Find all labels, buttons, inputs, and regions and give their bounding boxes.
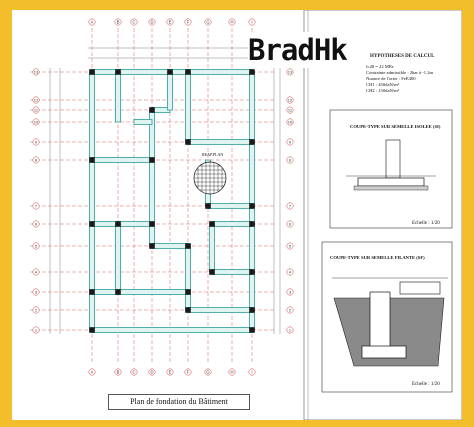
grid-number-label: 11 (287, 107, 293, 113)
column-footing (89, 221, 95, 227)
grid-letter-label: G (206, 19, 210, 25)
grid-letter-label: A (90, 19, 94, 25)
hypothesis-line: Contrainte admissible : 2bar à -1.2m (366, 70, 434, 75)
column-footing (149, 221, 155, 227)
grid-letter-label: C (132, 369, 136, 375)
hypothesis-line: CH1 : 450daN/m² (366, 82, 400, 87)
grid-number-label: 10 (287, 119, 293, 125)
grid-letter-label: D (150, 369, 154, 375)
grid-letter-label: H (230, 19, 234, 25)
grid-letter-label: B (116, 369, 120, 375)
strip-footing-scale: Echelle : 1/20 (412, 382, 440, 387)
grid-number-label: 8 (288, 157, 292, 163)
foundation-beam (92, 290, 188, 295)
grid-number-label: 5 (34, 243, 38, 249)
grid-number-label: 1 (288, 327, 292, 333)
footing-pad (358, 178, 424, 186)
grid-number-label: 7 (34, 203, 38, 209)
column-footing (205, 203, 211, 209)
column-footing (149, 243, 155, 249)
grid-number-label: 6 (34, 221, 38, 227)
grid-number-label: 3 (288, 289, 292, 295)
foundation-beam (208, 204, 252, 209)
foundation-beam (212, 222, 252, 227)
foundation-beam (152, 244, 188, 249)
grid-letter-label: I (251, 369, 253, 375)
column-footing (167, 69, 173, 75)
foundation-beam (186, 246, 191, 310)
column-footing (185, 69, 191, 75)
column-footing (89, 327, 95, 333)
column-footing (115, 289, 121, 295)
lean-concrete (354, 186, 428, 190)
grid-number-label: 2 (34, 307, 38, 313)
column-footing (249, 69, 255, 75)
grid-letter-label: I (251, 19, 253, 25)
plan-title: Plan de fondation du Bâtiment (108, 394, 250, 410)
grid-letter-label: F (186, 369, 190, 375)
column-footing (249, 269, 255, 275)
grid-number-label: 9 (34, 139, 38, 145)
beam-section (400, 282, 440, 294)
pier-outline (386, 140, 400, 178)
column-footing (249, 327, 255, 333)
column-footing (89, 157, 95, 163)
grid-letter-label: F (186, 19, 190, 25)
grid-number-label: 7 (288, 203, 292, 209)
foundation-beams (89, 69, 255, 333)
column-footing (89, 289, 95, 295)
column-footing (149, 107, 155, 113)
grid-letter-label: G (206, 369, 210, 375)
grid-number-label: 4 (34, 269, 38, 275)
wall-stem (370, 292, 390, 350)
foundation-beam (116, 224, 121, 292)
foundation-beam (188, 140, 252, 145)
foundation-beam (92, 158, 152, 163)
grid-letter-label: C (132, 19, 136, 25)
strip-footing (362, 346, 406, 358)
column-footing (249, 203, 255, 209)
column-footing (209, 221, 215, 227)
strip-footing-title: COUPE-TYPE SUR SEMELLE FILANTE (SF) (330, 255, 425, 260)
grid-letter-label: D (150, 19, 154, 25)
grid-number-label: 3 (34, 289, 38, 295)
foundation-beam (92, 222, 152, 227)
grid-number-label: 9 (288, 139, 292, 145)
grid-number-label: 13 (33, 69, 39, 75)
foundation-beam (150, 110, 155, 160)
hypothesis-line: Nuance de l'acier : FeE400 (366, 76, 416, 81)
foundation-beam (212, 270, 252, 275)
grid-letter-label: E (168, 369, 172, 375)
grid-letter-label: H (230, 369, 234, 375)
column-footing (249, 307, 255, 313)
foundation-beam (92, 328, 252, 333)
slab-opening-label: REAP.PLAN (202, 152, 224, 157)
column-footing (185, 139, 191, 145)
column-footing (185, 289, 191, 295)
isolated-footing-scale: Echelle : 1/20 (412, 221, 440, 226)
column-footing (249, 139, 255, 145)
hypotheses-title: HYPOTHESES DE CALCUL (370, 54, 435, 59)
grid-number-label: 11 (33, 107, 39, 113)
foundation-beam (168, 72, 173, 110)
grid-number-label: 2 (288, 307, 292, 313)
hypothesis-line: fc28 = 22 MPa (366, 64, 394, 69)
column-footing (209, 269, 215, 275)
column-footing (115, 69, 121, 75)
grid-letter-label: B (116, 19, 120, 25)
grid-number-label: 13 (287, 69, 293, 75)
column-footing (89, 69, 95, 75)
grid-number-label: 5 (288, 243, 292, 249)
column-footing (185, 243, 191, 249)
grid-number-label: 10 (33, 119, 39, 125)
column-footing (115, 221, 121, 227)
foundation-beam (188, 308, 252, 313)
grid-number-label: 6 (288, 221, 292, 227)
foundation-beam (134, 120, 152, 125)
hypothesis-line: CH2 : 150daN/m² (366, 88, 400, 93)
isolated-footing-title: COUPE-TYPE SUR SEMELLE ISOLEE (SI) (350, 124, 441, 129)
foundation-beam (250, 72, 255, 330)
column-footing (149, 157, 155, 163)
drawing-sheet (12, 10, 462, 420)
grid-number-label: 8 (34, 157, 38, 163)
column-footing (185, 307, 191, 313)
calculation-hypotheses (338, 50, 452, 108)
grid-letter-label: A (90, 369, 94, 375)
foundation-beam (186, 72, 191, 142)
grid-letter-label: E (168, 19, 172, 25)
grid-number-label: 1 (34, 327, 38, 333)
foundation-beam (150, 160, 155, 246)
grid-number-label: 12 (33, 97, 39, 103)
brand-watermark: BradHk (248, 32, 352, 68)
grid-number-label: 12 (287, 97, 293, 103)
column-footing (249, 221, 255, 227)
grid-number-label: 4 (288, 269, 292, 275)
foundation-beam (210, 224, 215, 272)
foundation-beam (116, 72, 121, 122)
